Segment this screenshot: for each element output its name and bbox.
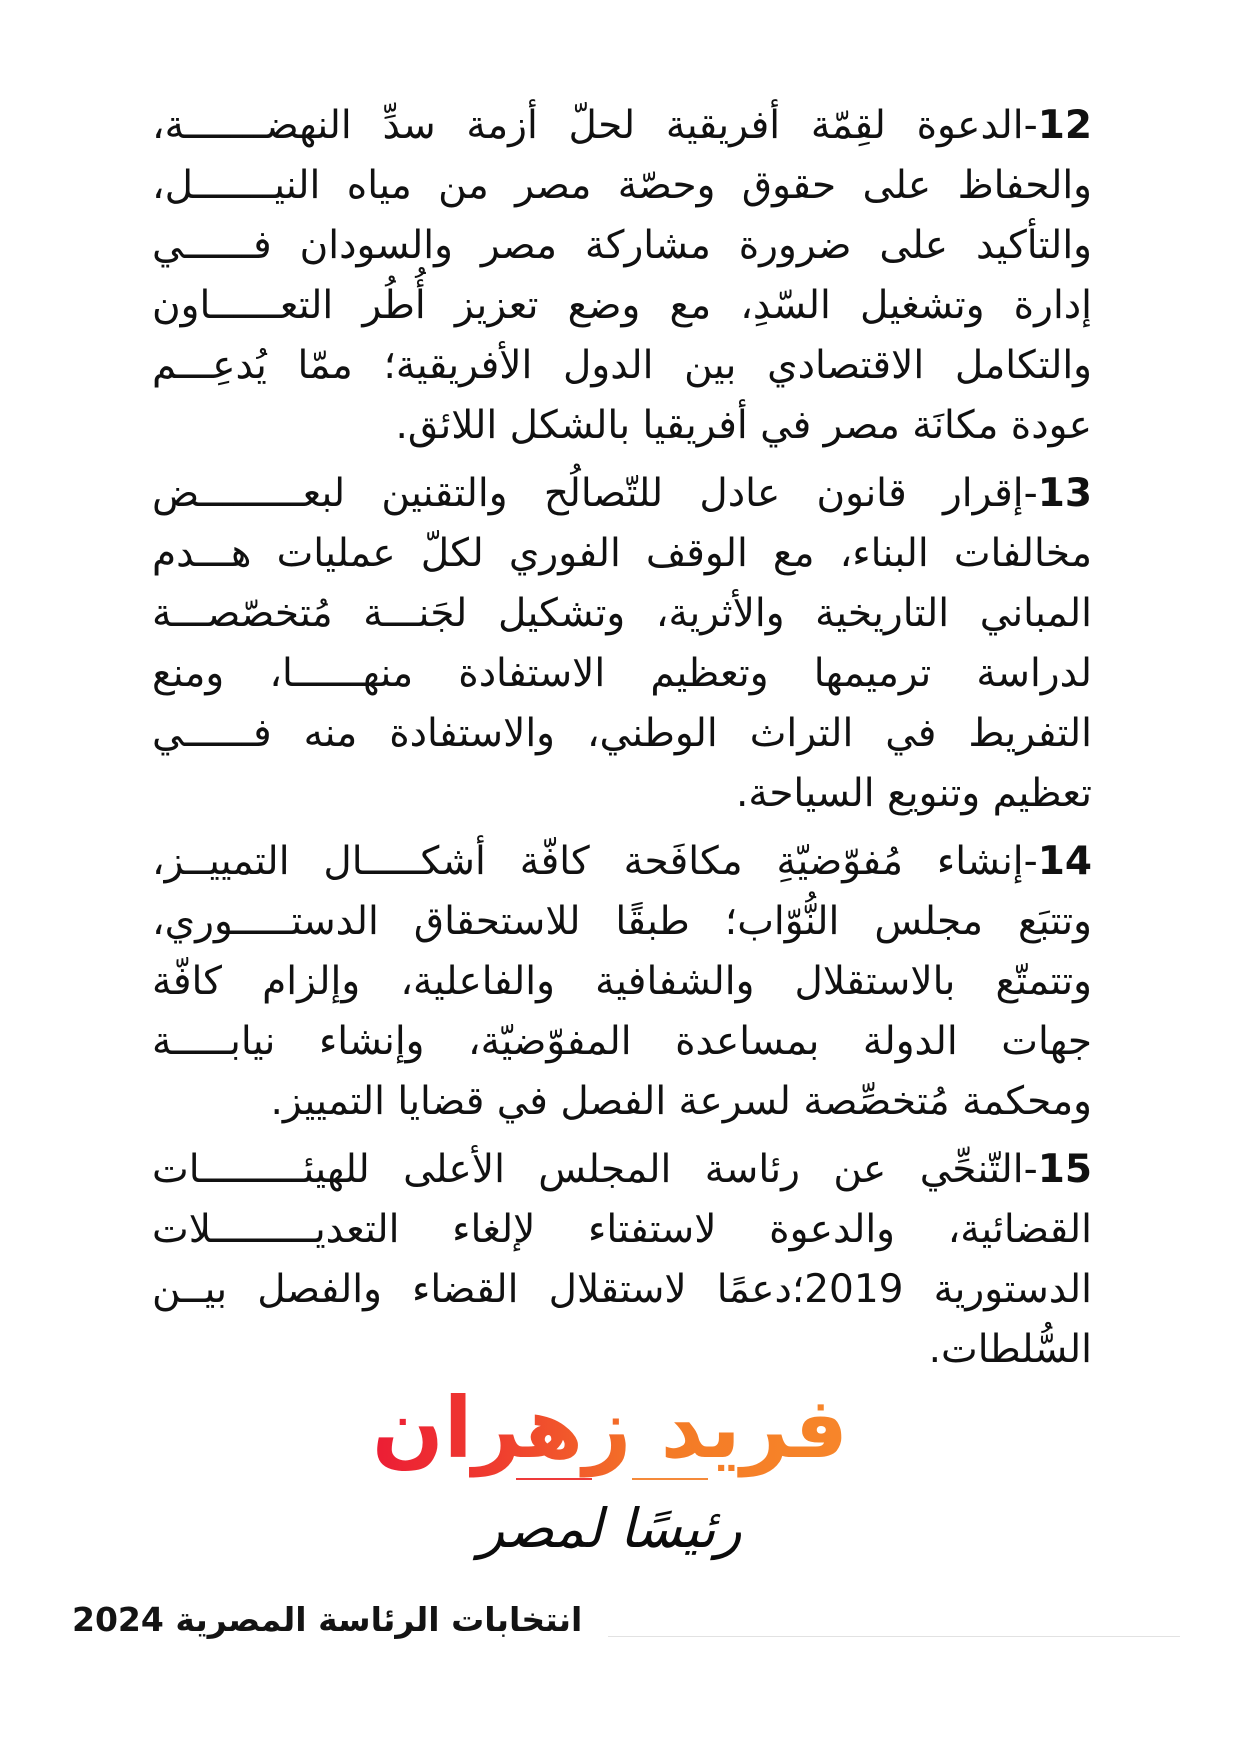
item-number: 14 [1037, 839, 1092, 884]
item-line: إدارة وتشغيل السّدِ، مع وضع تعزيز أُطُر التعــــــاون [152, 283, 1092, 328]
program-item-15 [152, 1140, 1092, 1380]
item-number: 15 [1037, 1147, 1092, 1192]
item-line: والتأكيد على ضرورة مشاركة مصر والسودان فــــــي [152, 223, 1092, 268]
campaign-slogan: رئيسًا لمصر [478, 1497, 742, 1560]
item-number: 13 [1037, 471, 1092, 516]
program-item-14 [152, 832, 1092, 1132]
line-text: إنشاء مُفوّضيّةِ مكافَحة كافّة أشكـــــال التمييــز، [152, 839, 1024, 884]
footer-title: انتخابات الرئاسة المصرية 2024 [72, 1600, 583, 1639]
item-line: القضائية، والدعوة لاستفتاء لإلغاء التعديـــــــــلات [152, 1207, 1092, 1252]
item-line: ومحكمة مُتخصِّصة لسرعة الفصل في قضايا التمييز. [270, 1079, 1092, 1124]
item-line: السُّلطات. [928, 1327, 1092, 1372]
item-line: والحفاظ على حقوق وحصّة مصر من مياه النيـــــــل، [152, 163, 1092, 208]
item-line: وتتبَع مجلس النُّوّاب؛ طبقًا للاستحقاق الدستـــــوري، [152, 899, 1092, 944]
item-line: 15-التّنحِّي عن رئاسة المجلس الأعلى للهيئـــــــــات [152, 1147, 1092, 1192]
candidate-name: فريد زهران [370, 1378, 850, 1478]
line-text: الدعوة لقِمّة أفريقية لحلّ أزمة سدِّ النهضـــــــة، [152, 103, 1024, 148]
item-line: 13-إقرار قانون عادل للتّصالُح والتقنين لبعـــــــــض [152, 471, 1092, 516]
logo-underline-decoration [370, 1478, 850, 1484]
line-text: إقرار قانون عادل للتّصالُح والتقنين لبعـــــــــض [152, 471, 1024, 516]
program-item-12 [152, 96, 1092, 456]
item-line: والتكامل الاقتصادي بين الدول الأفريقية؛ ممّا يُدعِـــم [152, 343, 1092, 388]
item-line: 12-الدعوة لقِمّة أفريقية لحلّ أزمة سدِّ النهضـــــــة، [152, 103, 1092, 148]
item-line: التفريط في التراث الوطني، والاستفادة منه فــــــي [152, 711, 1092, 756]
program-list [152, 96, 1092, 1388]
footer-divider [608, 1636, 1180, 1637]
item-line: مخالفات البناء، مع الوقف الفوري لكلّ عمليات هـــدم [152, 531, 1092, 576]
item-line: وتتمتّع بالاستقلال والشفافية والفاعلية، وإلزام كافّة [152, 959, 1092, 1004]
item-line: 14-إنشاء مُفوّضيّةِ مكافَحة كافّة أشكـــــال التمييــز، [152, 839, 1092, 884]
item-line: المباني التاريخية والأثرية، وتشكيل لجَنـــة مُتخصّصـــة [152, 591, 1092, 636]
program-item-13 [152, 464, 1092, 824]
item-line: جهات الدولة بمساعدة المفوّضيّة، وإنشاء نيابـــــة [152, 1019, 1092, 1064]
line-text: التّنحِّي عن رئاسة المجلس الأعلى للهيئـــــــــات [152, 1147, 1024, 1192]
item-line: عودة مكانَة مصر في أفريقيا بالشكل اللائق. [395, 403, 1092, 448]
logo-underline-orange [632, 1478, 708, 1480]
item-line: لدراسة ترميمها وتعظيم الاستفادة منهــــــا، ومنع [152, 651, 1092, 696]
item-line: تعظيم وتنويع السياحة. [736, 771, 1092, 816]
item-number: 12 [1037, 103, 1092, 148]
logo-underline-red [516, 1478, 592, 1480]
item-line: الدستورية 2019؛دعمًا لاستقلال القضاء والفصل بيــن [152, 1267, 1092, 1312]
campaign-logo [370, 1378, 850, 1588]
